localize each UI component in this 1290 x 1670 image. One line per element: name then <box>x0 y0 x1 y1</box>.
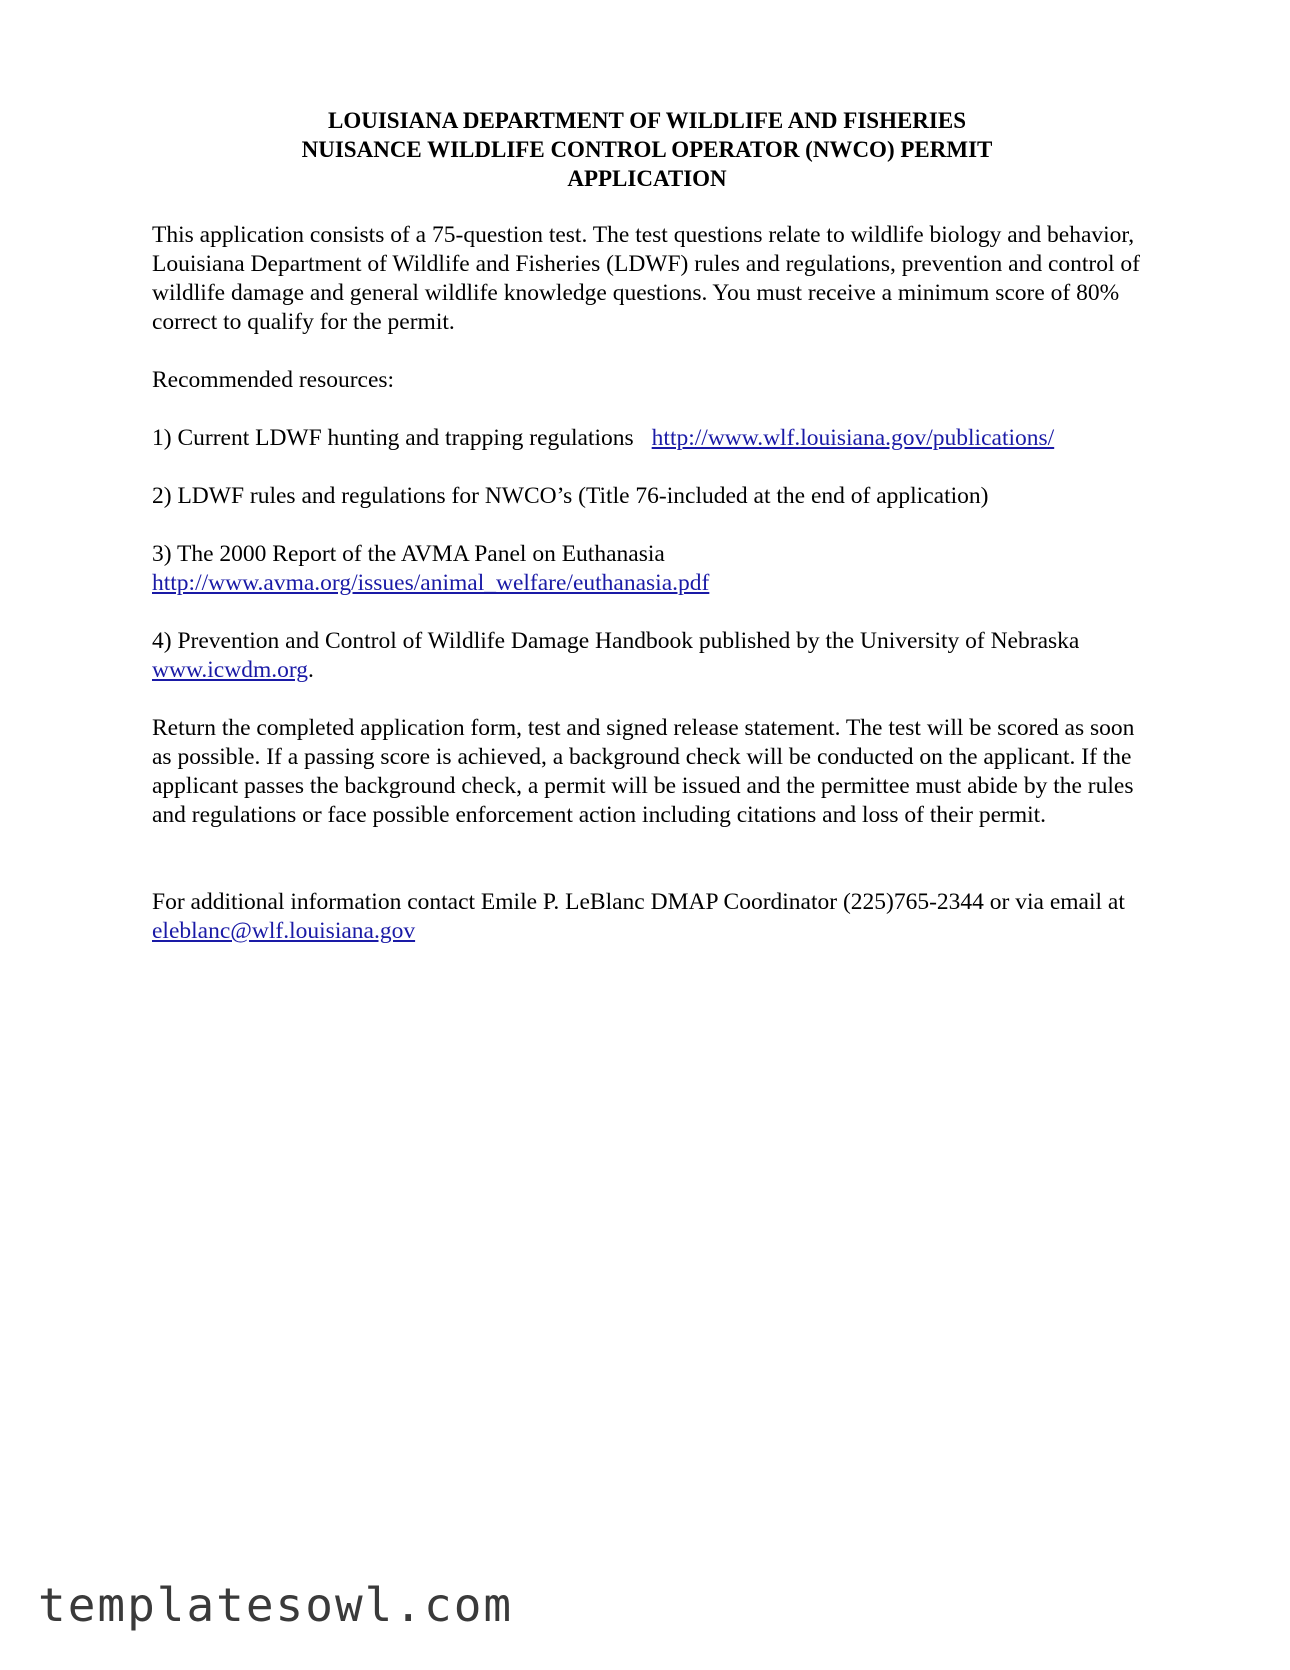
contact-paragraph <box>152 888 1142 946</box>
resource-3-link[interactable]: http://www.avma.org/issues/animal_welfare/euthanasia.pdf <box>152 570 710 596</box>
watermark: templatesowl.com <box>38 1578 514 1632</box>
resource-item-3 <box>152 540 1142 598</box>
resource-4-text: 4) Prevention and Control of Wildlife Damage Handbook published by the University of Nebraska <box>152 628 1080 654</box>
title-line-1: LOUISIANA DEPARTMENT OF WILDLIFE AND FISHERIES <box>327 108 966 133</box>
return-paragraph: Return the completed application form, test and signed release statement. The test will be scored as soon as possible. If a passing score is achieved, a background check will be conducted on the applicant. If the applicant passes the background check, a permit will be issued and the permittee must abide by the rules and regulations or face possible enforcement action including citations and loss of their permit. <box>152 715 1135 828</box>
resource-2-text: 2) LDWF rules and regulations for NWCO’s (Title 76-included at the end of application) <box>152 483 989 509</box>
title-line-3: APPLICATION <box>567 166 727 191</box>
resource-3-text: 3) The 2000 Report of the AVMA Panel on Euthanasia <box>152 541 665 567</box>
title-line-2: NUISANCE WILDLIFE CONTROL OPERATOR (NWCO) PERMIT <box>301 137 993 162</box>
document-page <box>152 106 1142 975</box>
resource-item-2 <box>152 482 1142 511</box>
resource-item-1 <box>152 424 1142 453</box>
resource-item-4 <box>152 627 1142 685</box>
contact-text: For additional information contact Emile P. LeBlanc DMAP Coordinator (225)765-2344 or via email at <box>152 889 1125 915</box>
resources-heading: Recommended resources: <box>152 367 395 393</box>
resource-1-text: 1) Current LDWF hunting and trapping regulations <box>152 425 634 451</box>
document-title <box>152 106 1142 193</box>
contact-email-link[interactable]: eleblanc@wlf.louisiana.gov <box>152 918 416 944</box>
resource-4-link[interactable]: www.icwdm.org <box>152 657 308 683</box>
resource-1-link[interactable]: http://www.wlf.louisiana.gov/publications/ <box>651 425 1055 451</box>
intro-paragraph: This application consists of a 75-question test. The test questions relate to wildlife biology and behavior, Louisiana Department of Wildlife and Fisheries (LDWF) rules and regulations, prevention and control of wildlife damage and general wildlife knowledge questions. You must receive a minimum score of 80% correct to qualify for the permit. <box>152 222 1140 335</box>
resource-4-suffix: . <box>308 657 314 683</box>
